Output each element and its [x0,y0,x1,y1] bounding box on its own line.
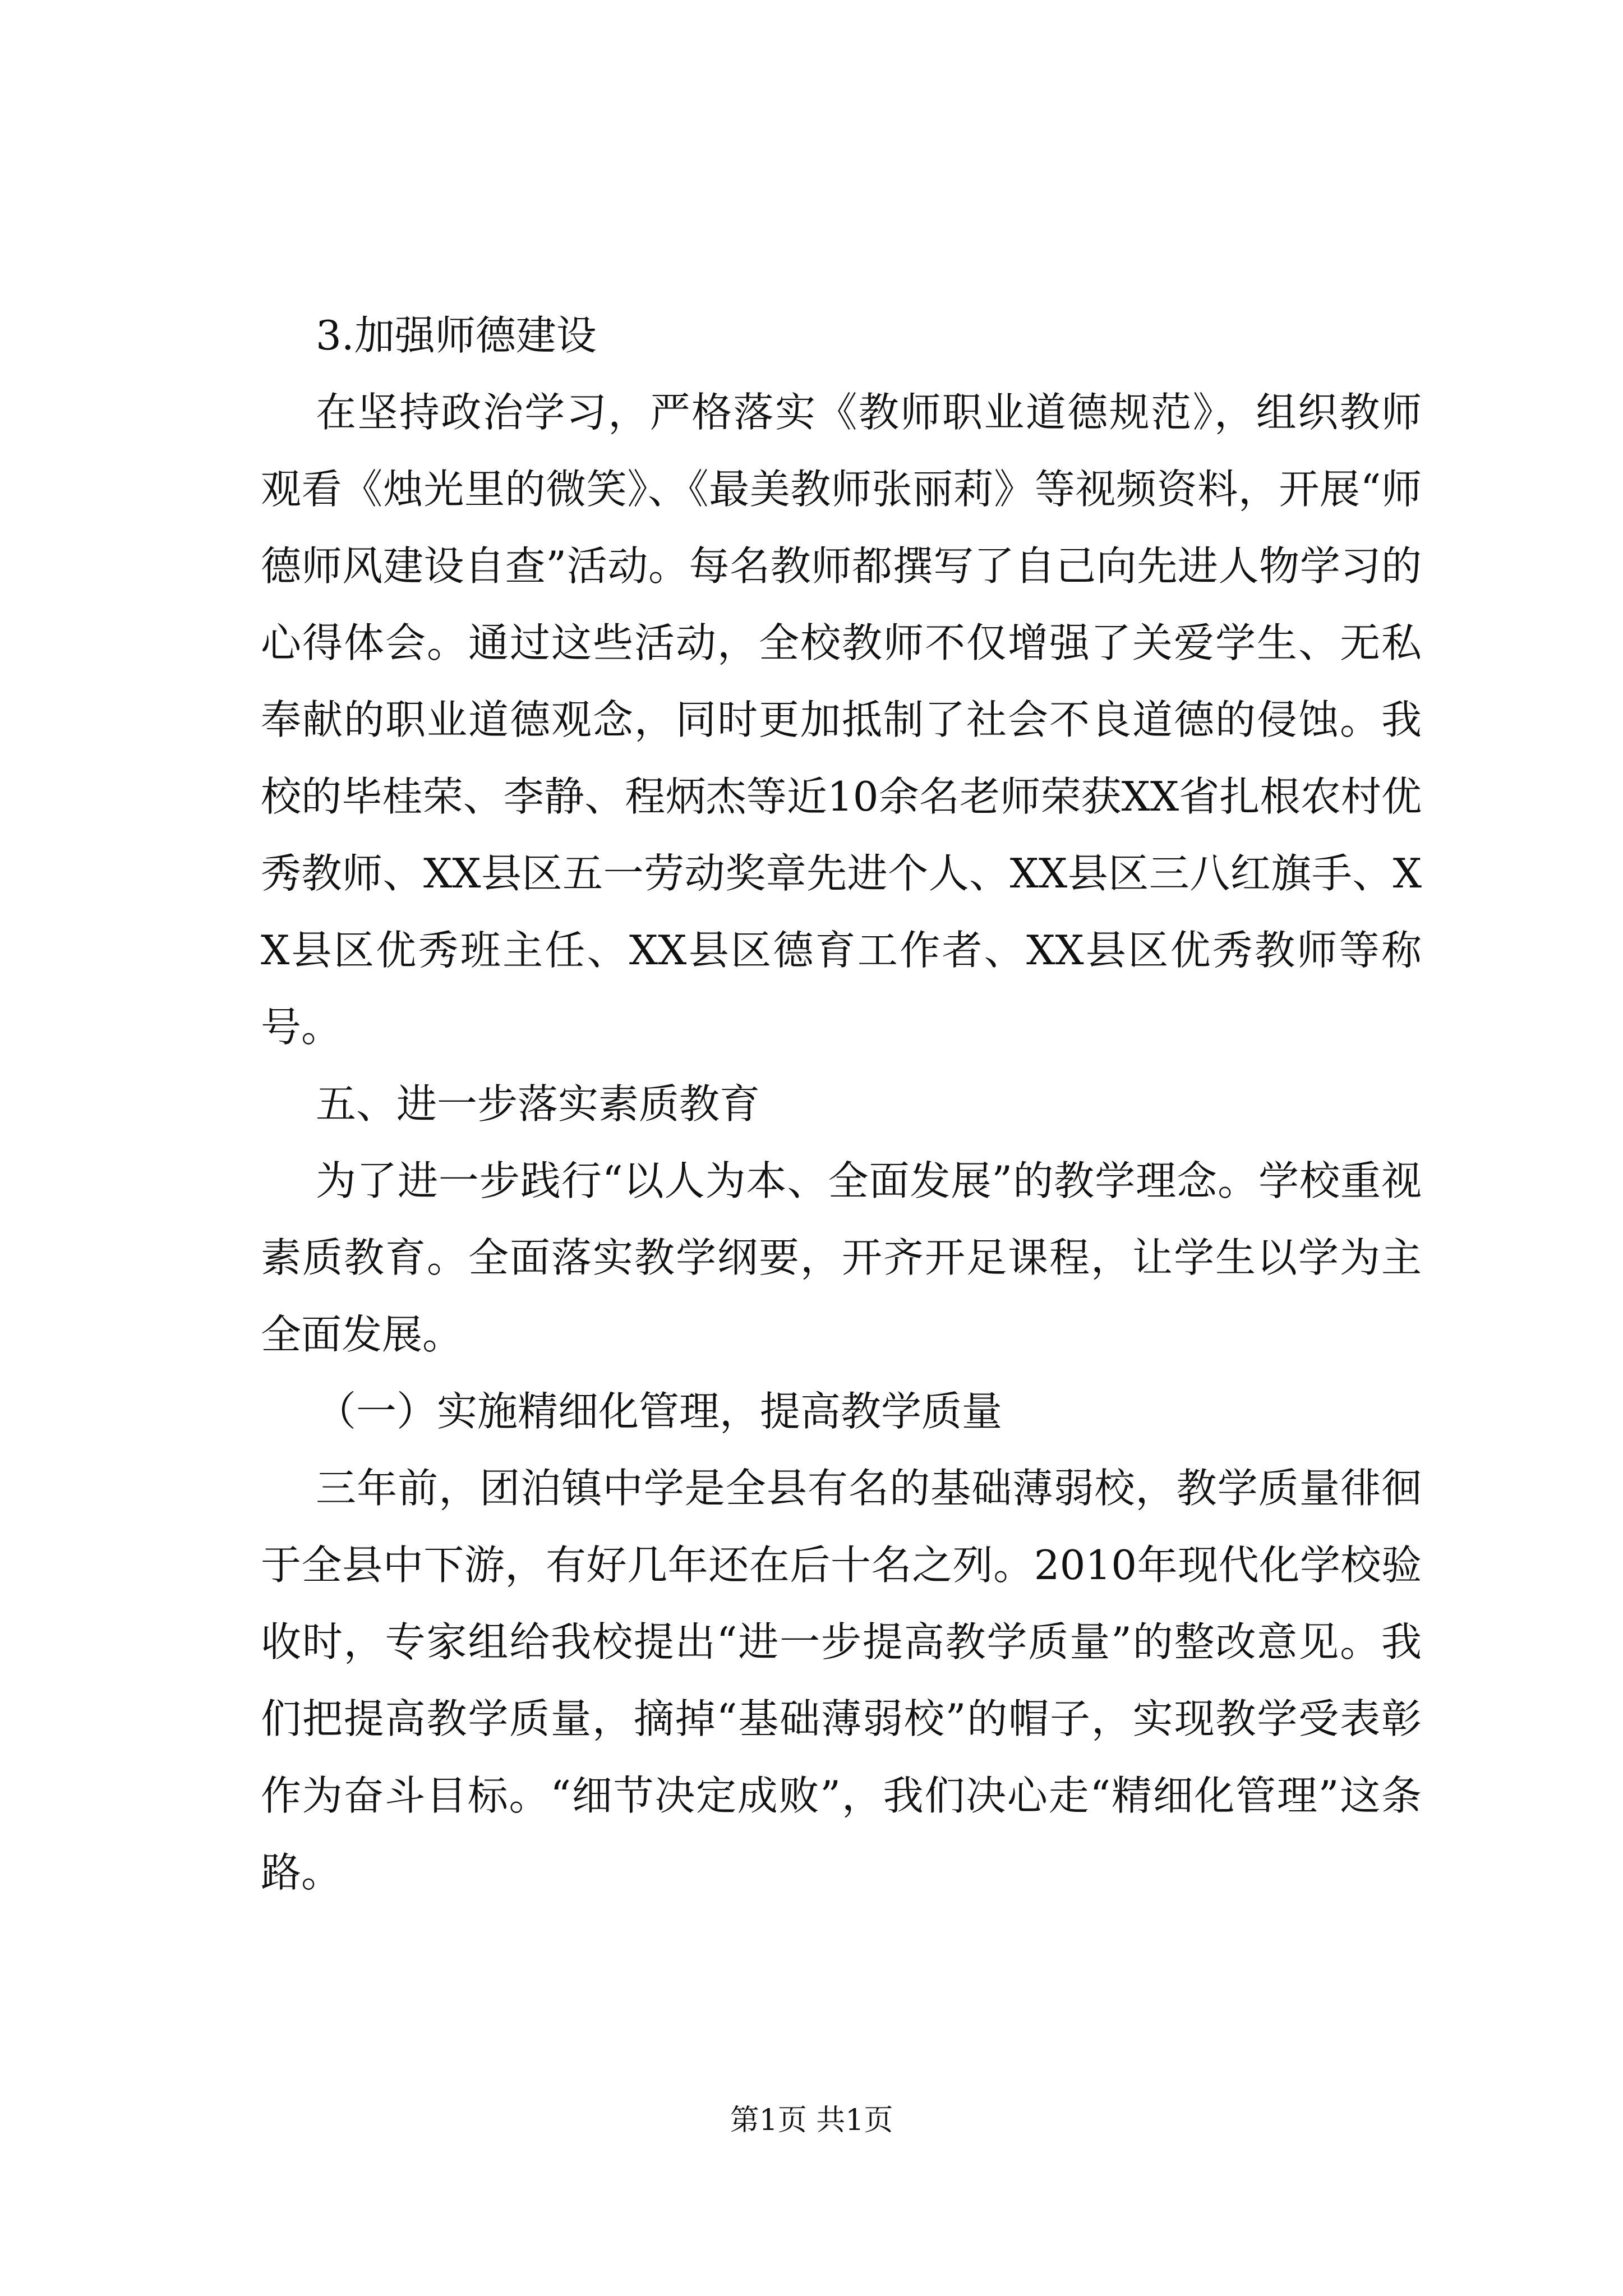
page-number-footer: 第1页 共1页 [730,2104,893,2137]
section-heading-5: 五、进一步落实素质教育 [316,1080,760,1128]
section-heading-3: 3.加强师德建设 [316,312,597,359]
document-body [261,297,1422,1911]
paragraph-quality-education: 为了进一步践行“以人为本、全面发展”的教学理念。学校重视素质教育。全面落实教学纲要，开齐开足课程，让学生以学为主全面发展。 [261,1157,1422,1358]
paragraph-fine-management: 三年前，团泊镇中学是全县有名的基础薄弱校，教学质量徘徊于全县中下游，有好几年还在后十名之列。2010年现代化学校验收时，专家组给我校提出“进一步提高教学质量”的整改意见。我们把提高教学质量，摘掉“基础薄弱校”的帽子，实现教学受表彰作为奋斗目标。“细节决定成败”，我们决心走“精细化管理”这条路。 [261,1465,1422,1896]
paragraph-teacher-ethics: 在坚持政治学习，严格落实《教师职业道德规范》，组织教师观看《烛光里的微笑》、《最美教师张丽莉》等视频资料，开展“师德师风建设自查”活动。每名教师都撰写了自己向先进人物学习的心得体会。通过这些活动，全校教师不仅增强了关爱学生、无私奉献的职业道德观念，同时更加抵制了社会不良道德的侵蚀。我校的毕桂荣、李静、程炳杰等近10余名老师荣获XX省扎根农村优秀教师、XX县区五一劳动奖章先进个人、XX县区三八红旗手、XX县区优秀班主任、XX县区德育工作者、XX县区优秀教师等称号。 [261,389,1422,1051]
subsection-heading-1: （一）实施精细化管理，提高教学质量 [316,1388,1003,1435]
